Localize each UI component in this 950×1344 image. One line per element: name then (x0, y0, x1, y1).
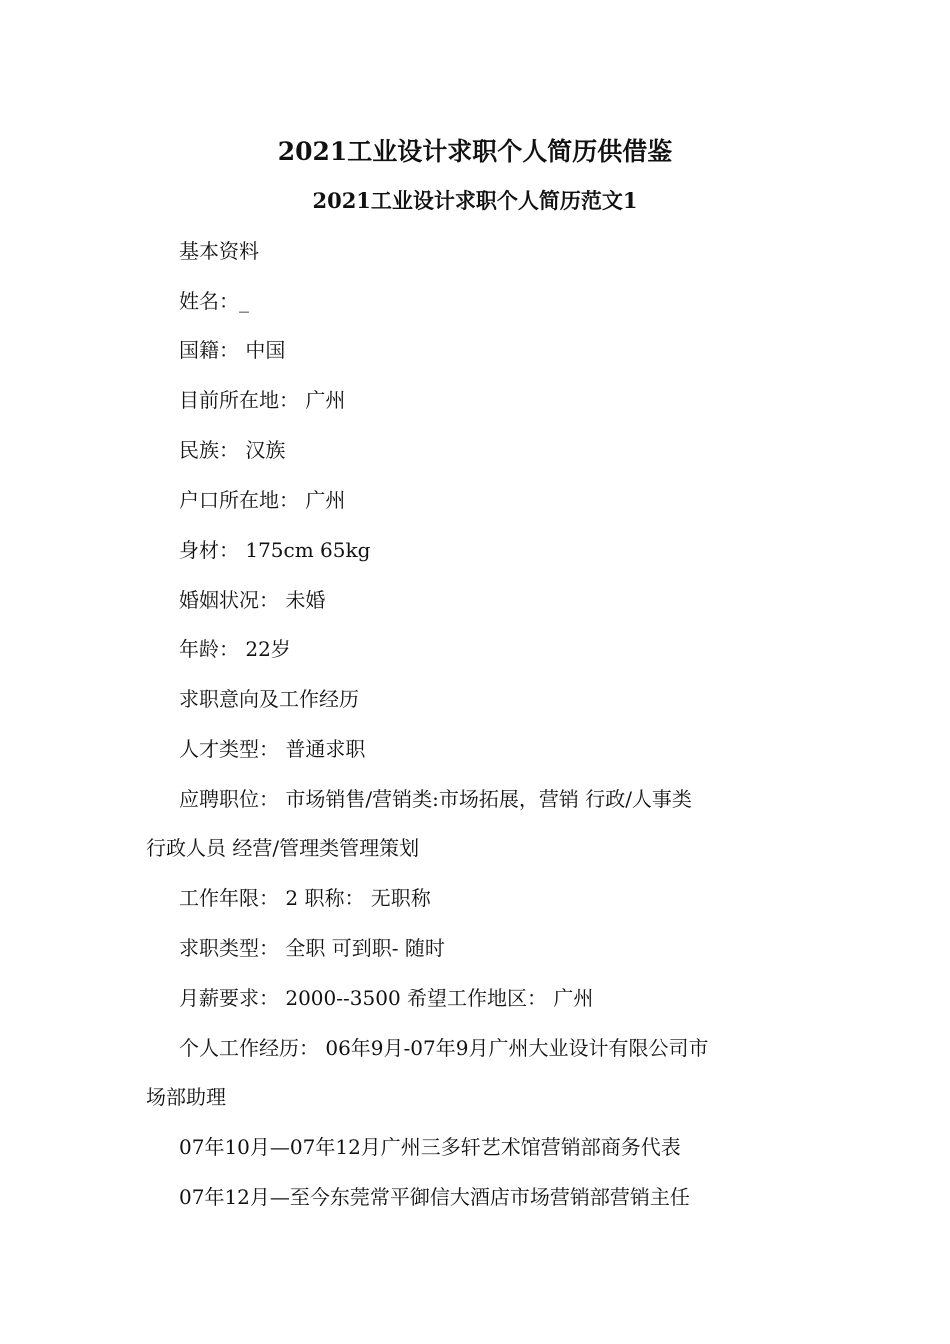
field-nationality: 国籍： 中国 (179, 338, 286, 362)
field-marital-status: 婚姻状况： 未婚 (179, 588, 326, 612)
field-work-history: 个人工作经历： 06年9月-07年9月广州大业设计有限公司市 (179, 1036, 709, 1060)
section-heading-basic-info: 基本资料 (179, 239, 259, 263)
field-build: 身材： 175cm 65kg (179, 538, 371, 562)
field-current-location: 目前所在地： 广州 (179, 388, 346, 412)
field-ethnicity: 民族： 汉族 (179, 438, 286, 462)
field-work-years: 工作年限： 2 职称： 无职称 (179, 886, 431, 910)
field-job-type: 求职类型： 全职 可到职- 随时 (179, 936, 445, 960)
field-age: 年龄： 22岁 (179, 637, 291, 661)
field-position-applied: 应聘职位： 市场销售/营销类:市场拓展，营销 行政/人事类 (179, 787, 692, 811)
field-position-applied-continued: 行政人员 经营/管理类管理策划 (146, 836, 420, 860)
document-title: 2021工业设计求职个人简历供借鉴 (277, 137, 673, 166)
section-heading-job-intent: 求职意向及工作经历 (179, 687, 359, 711)
work-history-entry: 07年12月—至今东莞常平御信大酒店市场营销部营销主任 (179, 1185, 690, 1209)
field-hukou-location: 户口所在地： 广州 (179, 488, 346, 512)
document-subtitle: 2021工业设计求职个人简历范文1 (312, 188, 638, 213)
work-history-entry: 07年10月—07年12月广州三多轩艺术馆营销部商务代表 (179, 1135, 681, 1159)
field-work-history-continued: 场部助理 (146, 1085, 226, 1109)
field-name: 姓名：_ (179, 289, 249, 313)
field-talent-type: 人才类型： 普通求职 (179, 737, 366, 761)
field-salary: 月薪要求： 2000--3500 希望工作地区： 广州 (179, 986, 594, 1010)
